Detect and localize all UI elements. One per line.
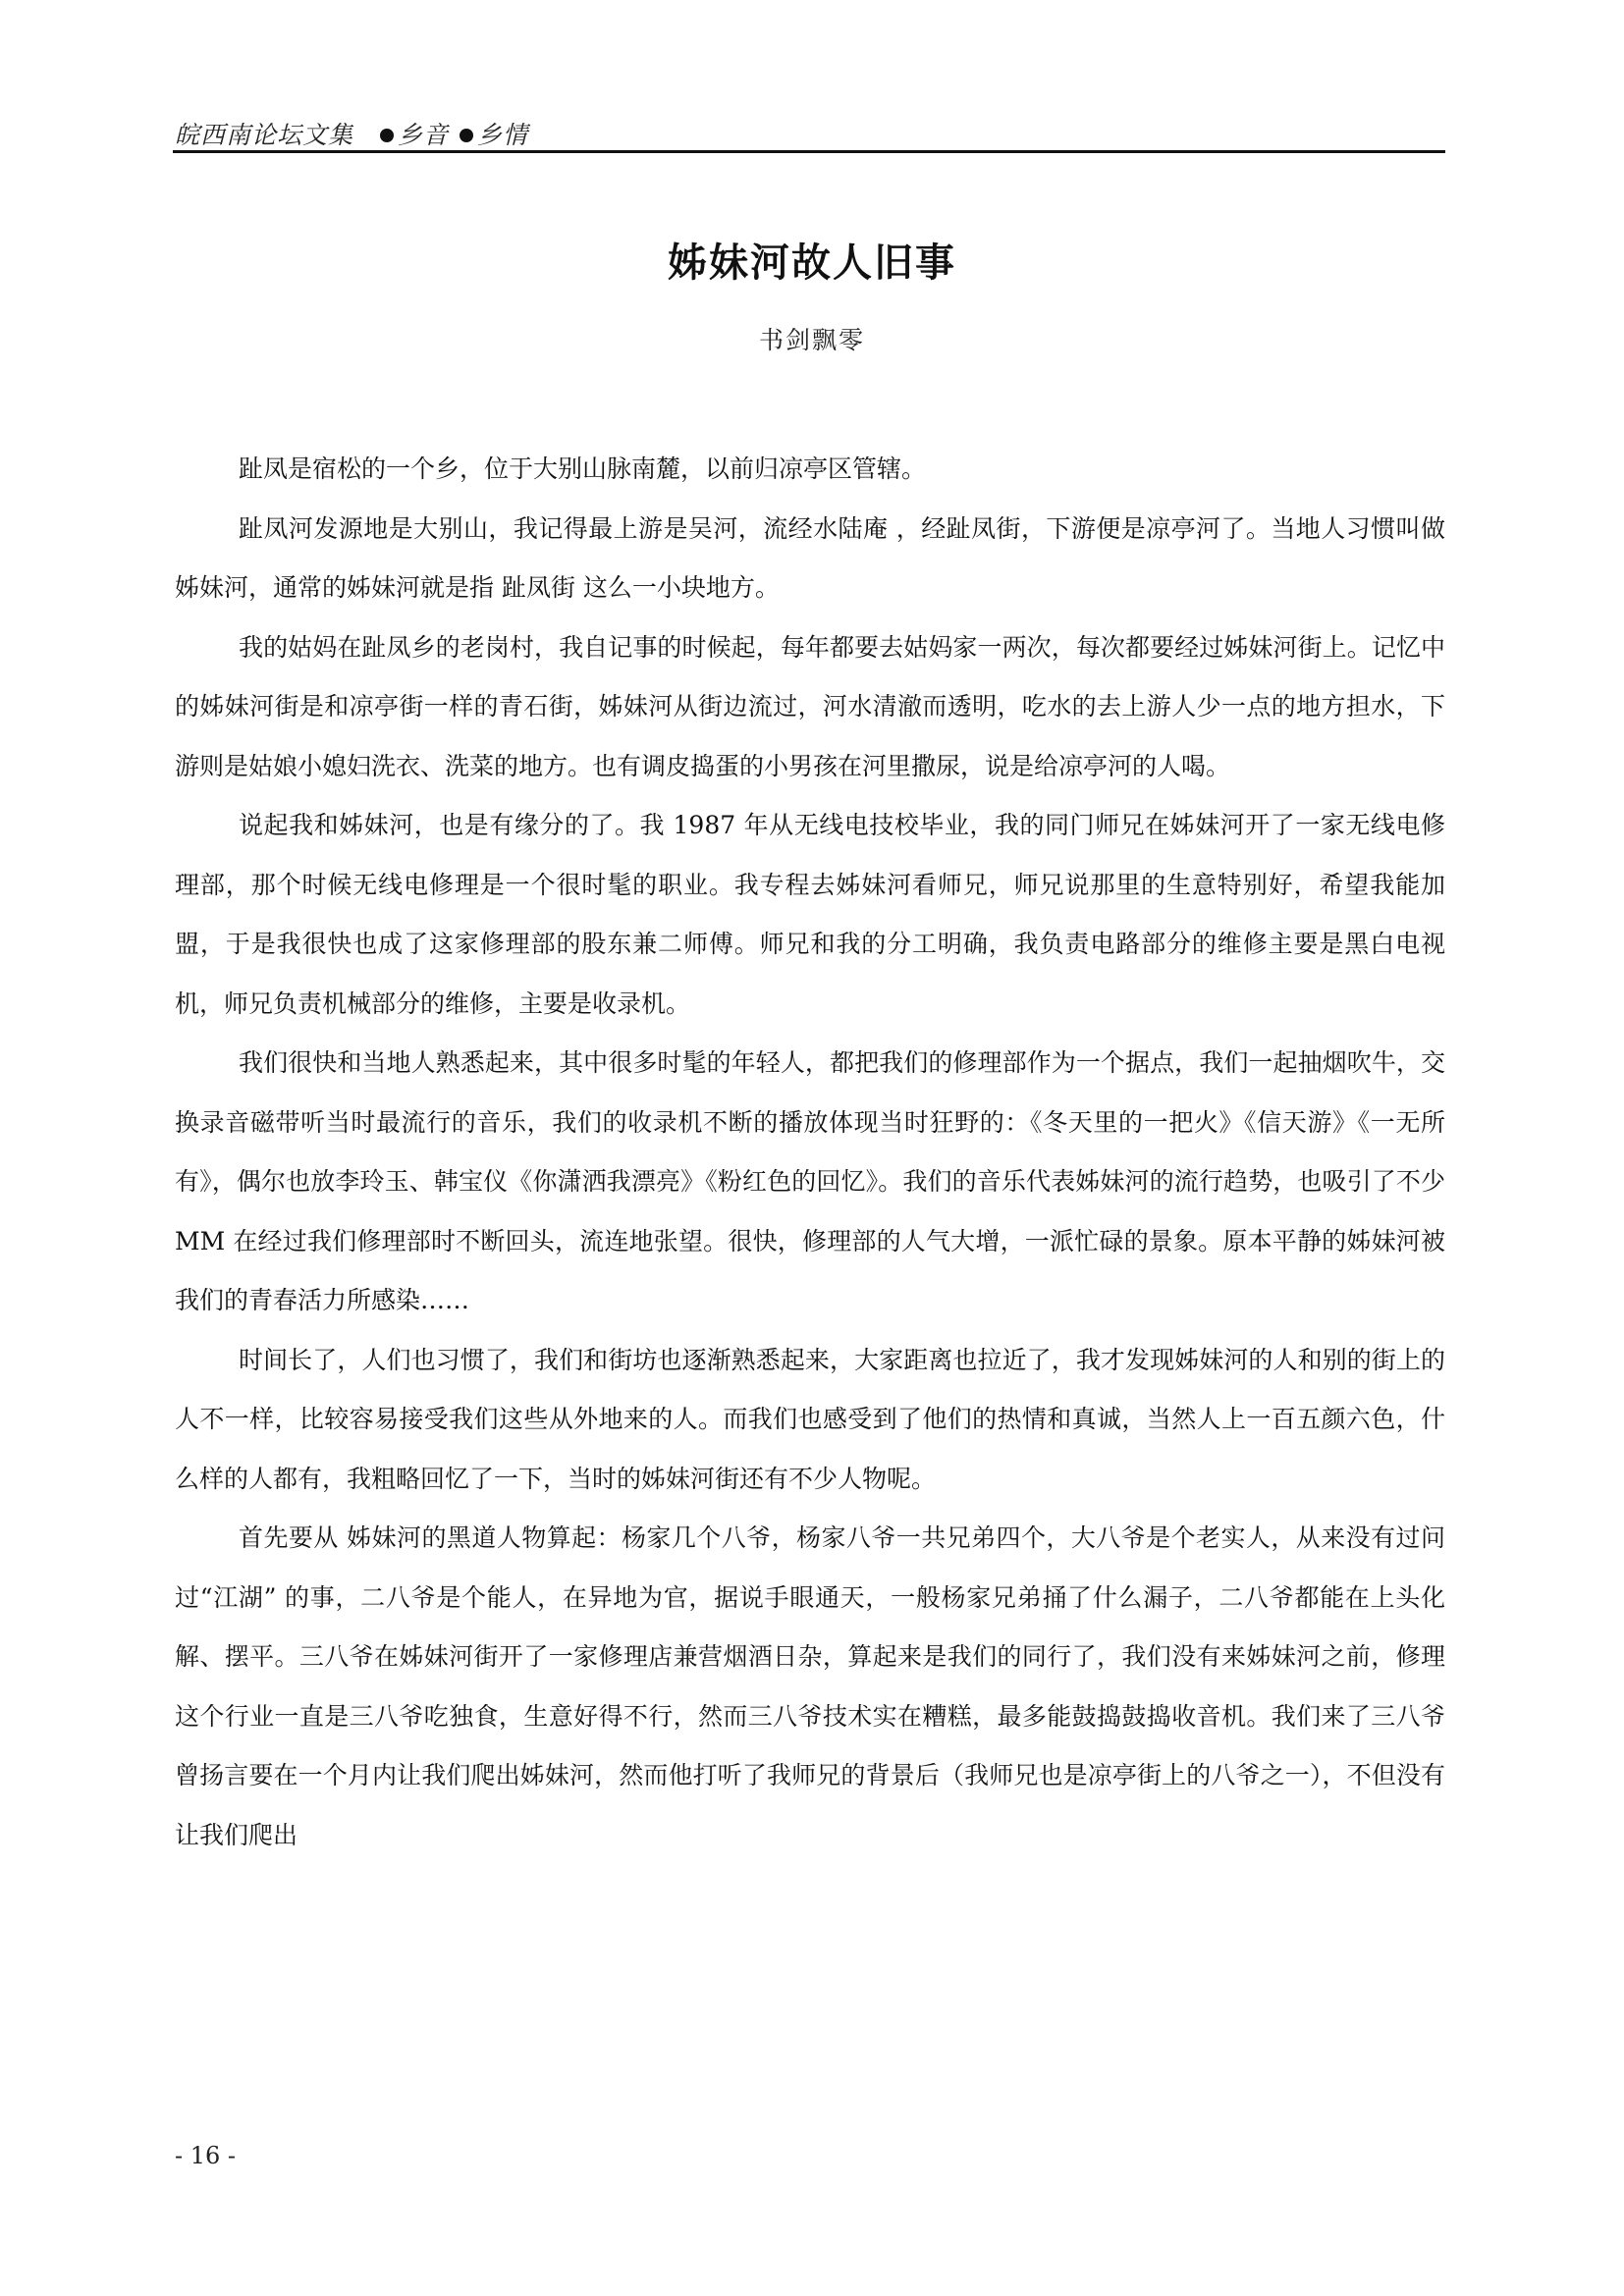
paragraph: 首先要从 姊妹河的黑道人物算起：杨家几个八爷，杨家八爷一共兄弟四个，大八爷是个老实人，从来没有过问过“江湖” 的事，二八爷是个能人，在异地为官，据说手眼通天，一般杨家兄弟捅了什么漏子，二八爷都能在上头化解、摆平。三八爷在姊妹河街开了一家修理店兼营烟酒日杂，算起来是我们的同行了，我们没有来姊妹河之前，修理这个行业一直是三八爷吃独食，生意好得不行，然而三八爷技术实在糟糕，最多能鼓捣鼓捣收音机。我们来了三八爷曾扬言要在一个月内让我们爬出姊妹河，然而他打听了我师兄的背景后（我师兄也是凉亭街上的八爷之一），不但没有让我们爬出 xyxy=(175,1523,1445,1849)
paragraph: 我的姑妈在趾凤乡的老岗村，我自记事的时候起，每年都要去姑妈家一两次，每次都要经过姊妹河街上。记忆中的姊妹河街是和凉亭街一样的青石街，姊妹河从街边流过，河水清澈而透明，吃水的去上游人少一点的地方担水，下游则是姑娘小媳妇洗衣、洗菜的地方。也有调皮捣蛋的小男孩在河里撒尿，说是给凉亭河的人喝。 xyxy=(175,632,1445,780)
paragraph: 时间长了，人们也习惯了，我们和街坊也逐渐熟悉起来，大家距离也拉近了，我才发现姊妹河的人和别的街上的人不一样，比较容易接受我们这些从外地来的人。而我们也感受到了他们的热情和真诚，当然人上一百五颜六色，什么样的人都有，我粗略回忆了一下，当时的姊妹河街还有不少人物呢。 xyxy=(175,1345,1445,1493)
bullet-icon xyxy=(460,129,473,142)
article-author: 书剑飘零 xyxy=(758,326,865,354)
page-number: - 16 - xyxy=(175,2142,237,2169)
paragraph: 趾凤是宿松的一个乡，位于大别山脉南麓，以前归凉亭区管辖。 xyxy=(239,454,927,483)
bullet-icon xyxy=(380,129,394,142)
paragraph: 我们很快和当地人熟悉起来，其中很多时髦的年轻人，都把我们的修理部作为一个据点，我们一起抽烟吹牛，交换录音磁带听当时最流行的音乐，我们的收录机不断的播放体现当时狂野的：《冬天里的一把火》《信天游》《一无所有》，偶尔也放李玲玉、韩宝仪《你潇洒我漂亮》《粉红色的回忆》。我们的音乐代表姊妹河的流行趋势，也吸引了不少 MM 在经过我们修理部时不断回头，流连地张望。很快，修理部的人气大增，一派忙碌的景象。原本平静的姊妹河被我们的青春活力所感染…… xyxy=(175,1048,1445,1314)
section-label-2: 乡情 xyxy=(476,121,528,149)
paragraph: 说起我和姊妹河，也是有缘分的了。我 1987 年从无线电技校毕业，我的同门师兄在姊妹河开了一家无线电修理部，那个时候无线电修理是一个很时髦的职业。我专程去姊妹河看师兄，师兄说那里的生意特别好，希望我能加盟，于是我很快也成了这家修理部的股东兼二师傅。师兄和我的分工明确，我负责电路部分的维修主要是黑白电视机，师兄负责机械部分的维修，主要是收录机。 xyxy=(175,811,1445,1018)
section-label-1: 乡音 xyxy=(397,121,449,149)
article-title: 姊妹河故人旧事 xyxy=(668,240,956,286)
collection-title: 皖西南论坛文集 xyxy=(175,121,354,149)
running-header xyxy=(175,116,528,151)
paragraph: 趾凤河发源地是大别山，我记得最上游是吴河，流经水陆庵 ，经趾凤街，下游便是凉亭河了。当地人习惯叫做姊妹河，通常的姊妹河就是指 趾凤街 这么一小块地方。 xyxy=(175,513,1445,602)
header-rule xyxy=(173,150,1445,153)
article-body xyxy=(175,440,1445,1865)
